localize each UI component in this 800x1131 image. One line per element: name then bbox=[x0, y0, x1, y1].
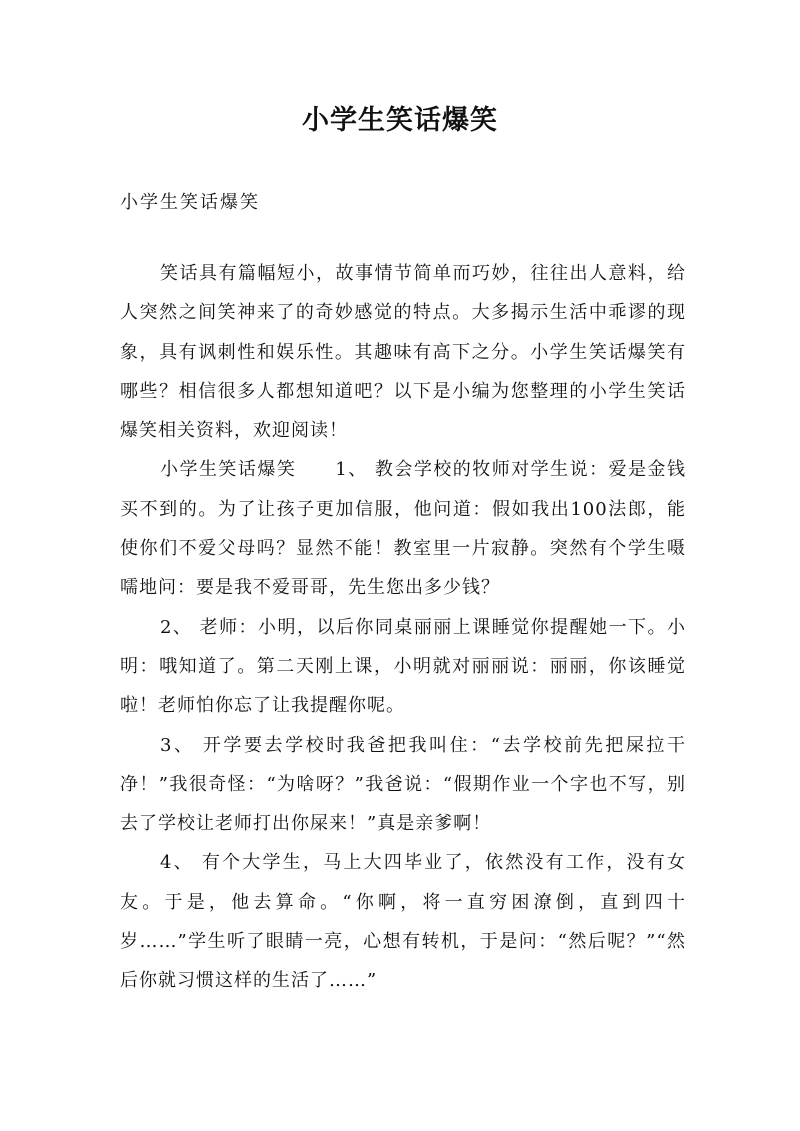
paragraph-joke-3: 3、 开学要去学校时我爸把我叫住：“去学校前先把屎拉干净！”我很奇怪：“为啥呀？”我爸说：“假期作业一个字也不写，别去了学校让老师打出你屎来！”真是亲爹啊！ bbox=[120, 734, 686, 835]
paragraph-joke-4: 4、 有个大学生，马上大四毕业了，依然没有工作，没有女友。于是，他去算命。“你啊，将一直穷困潦倒，直到四十岁……”学生听了眼睛一亮，心想有转机，于是问：“然后呢？”“然后你就习惯这样的生活了……” bbox=[120, 852, 686, 992]
document-title: 小学生笑话爆笑 bbox=[302, 105, 498, 136]
paragraph-joke-2: 2、 老师：小明，以后你同桌丽丽上课睡觉你提醒她一下。小明：哦知道了。第二天刚上课，小明就对丽丽说：丽丽，你该睡觉啦！老师怕你忘了让我提醒你呢。 bbox=[120, 616, 686, 717]
paragraph-intro: 笑话具有篇幅短小，故事情节简单而巧妙，往往出人意料，给人突然之间笑神来了的奇妙感觉的特点。大多揭示生活中乖谬的现象，具有讽刺性和娱乐性。其趣味有高下之分。小学生笑话爆笑有哪些？相信很多人都想知道吧？以下是小编为您整理的小学生笑话爆笑相关资料，欢迎阅读！ bbox=[120, 263, 686, 442]
document-subtitle: 小学生笑话爆笑 bbox=[120, 192, 260, 213]
paragraph-joke-1: 小学生笑话爆笑 1、 教会学校的牧师对学生说：爱是金钱买不到的。为了让孩子更加信服，他问道：假如我出100法郎，能使你们不爱父母吗？显然不能！教室里一片寂静。突然有个学生嗫嚅地问：要是我不爱哥哥，先生您出多少钱？ bbox=[120, 459, 686, 599]
document-body bbox=[120, 254, 686, 1001]
